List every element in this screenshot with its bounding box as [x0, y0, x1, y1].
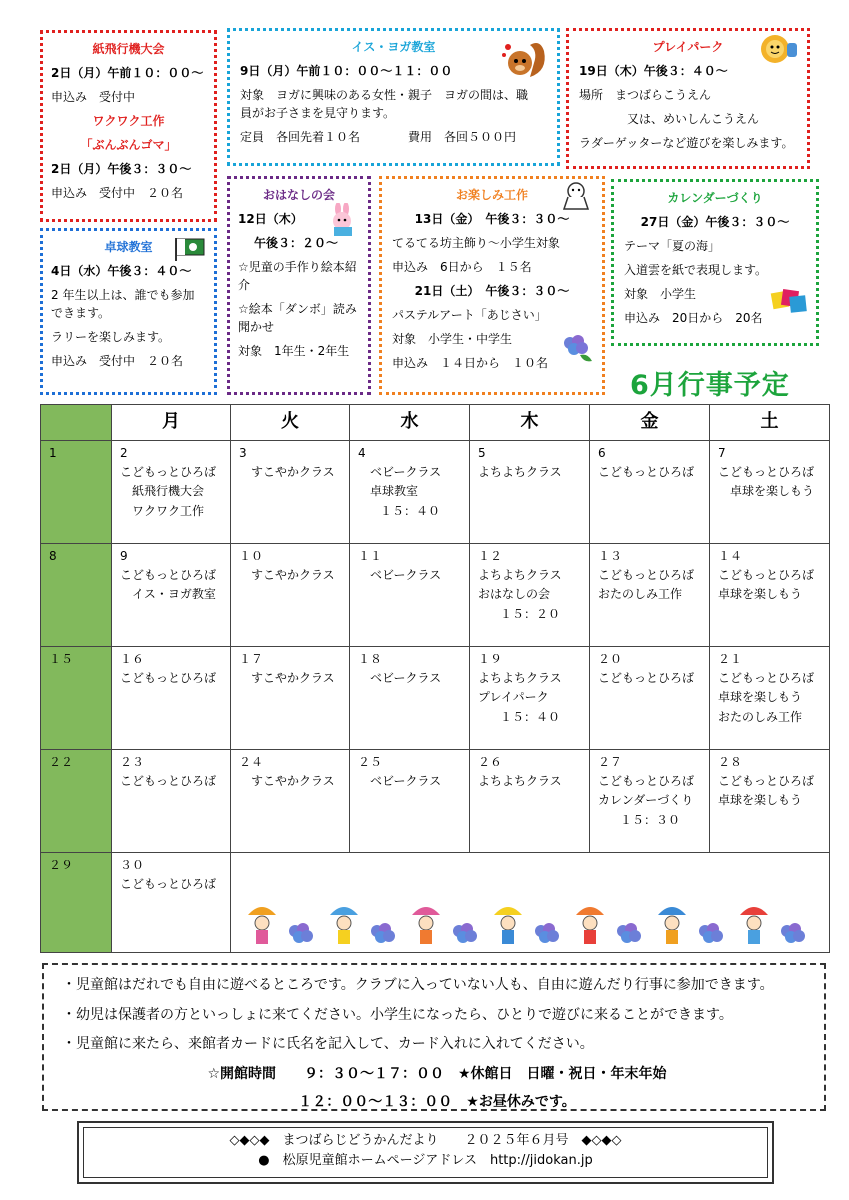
event-date: 12日（木） — [238, 212, 303, 226]
children-umbrella-parade-icon — [238, 895, 826, 951]
calendar-week-row — [41, 441, 830, 544]
day-number: 2 — [120, 446, 128, 460]
day-number: １６ — [120, 652, 145, 666]
flag-icon — [173, 236, 207, 262]
day-number: １８ — [358, 652, 383, 666]
event-description: ☆児童の手作り絵本紹介 — [238, 260, 357, 292]
calendar-event: こどもっとひろば — [120, 877, 217, 892]
sunday-cell: ２９ — [41, 853, 112, 953]
day-number: １９ — [478, 652, 503, 666]
hydrangea-icon — [289, 923, 313, 943]
event-theme: テーマ「夏の海」 — [624, 239, 721, 253]
event-description: 対象 ヨガに興味のある女性・親子 ヨガの間は、職員がお子さまを見守ります。 — [240, 88, 529, 120]
event-box-story — [227, 176, 371, 395]
newsletter-footer — [77, 1121, 774, 1184]
child-umbrella-icon — [740, 907, 768, 944]
calendar-event: すこやかクラス — [251, 671, 335, 686]
day-number: ２７ — [598, 755, 623, 769]
month-title: 6月行事予定 — [630, 370, 790, 401]
note-line: ・児童館に来たら、来館者カードに氏名を記入して、カード入れに入れてください。 — [62, 1036, 594, 1053]
weekday-header: 火 — [231, 405, 350, 441]
calendar-event: こどもっとひろば — [718, 671, 815, 686]
calendar-day-cell — [710, 441, 830, 544]
calendar-day-cell — [590, 750, 710, 853]
event-description: ラリーを楽しみます。 — [51, 330, 171, 344]
event-place-alt: 又は、めいしんこうえん — [627, 112, 760, 126]
event-description: ☆絵本「ダンボ」読み聞かせ — [238, 302, 357, 334]
event-target: 対象 小学生・中学生 — [392, 332, 513, 346]
calendar-day-cell — [350, 750, 470, 853]
event-description: てるてる坊主飾り～小学生対象 — [392, 236, 560, 250]
calendar-event: 紙飛行機大会 — [132, 484, 205, 499]
event-time: 午後３：２０～ — [254, 236, 339, 250]
calendar-day-cell — [112, 750, 231, 853]
calendar-event: すこやかクラス — [251, 465, 335, 480]
calendar-event: ベビークラス — [370, 465, 442, 480]
calendar-event: 卓球を楽しもう — [718, 690, 803, 705]
calendar-event: １５：４０ — [380, 503, 441, 518]
event-description: パステルアート「あじさい」 — [392, 308, 547, 322]
event-box-calendar-craft — [611, 179, 819, 346]
child-umbrella-icon — [330, 907, 358, 944]
calendar-day-cell — [710, 750, 830, 853]
event-title: おはなしの会 — [262, 188, 335, 202]
day-number: 5 — [478, 446, 486, 460]
day-number: ２０ — [598, 652, 623, 666]
event-box-table-tennis — [40, 228, 217, 395]
calendar-day-cell — [470, 544, 590, 647]
weekday-header: 月 — [112, 405, 231, 441]
event-datetime: 21日（土） 午後３：３０～ — [414, 284, 570, 298]
calendar-event: よちよちクラス — [478, 465, 562, 480]
day-number: ２３ — [120, 755, 145, 769]
calendar-day-cell — [590, 647, 710, 750]
homepage-address: ● 松原児童館ホームページアドレス http://jidokan.jp — [258, 1153, 593, 1169]
day-number: １４ — [718, 549, 743, 563]
day-number: １３ — [598, 549, 623, 563]
calendar-day-cell — [590, 441, 710, 544]
event-datetime: 19日（木）午後３：４０～ — [579, 64, 728, 78]
weekday-header: 土 — [710, 405, 830, 441]
event-signup: 申込み 受付中 — [51, 90, 136, 104]
day-number: 7 — [718, 446, 726, 460]
event-datetime: 13日（金） 午後３：３０～ — [414, 212, 570, 226]
calendar-day-cell — [231, 544, 350, 647]
event-title: イス・ヨガ教室 — [351, 40, 436, 54]
calendar-event: 卓球を楽しもう — [730, 484, 815, 499]
weekday-header: 水 — [350, 405, 470, 441]
calendar-event: 卓球を楽しもう — [718, 587, 803, 602]
hydrangea-icon — [699, 923, 723, 943]
calendar-event: ベビークラス — [370, 671, 442, 686]
calendar-event: ベビークラス — [370, 568, 442, 583]
hydrangea-icon — [781, 923, 805, 943]
calendar-day-cell — [470, 647, 590, 750]
calendar-week-row — [41, 647, 830, 750]
squirrel-icon — [500, 37, 550, 85]
note-line: ・幼児は保護者の方といっしょに来てください。小学生になったら、ひとりで遊びに来ることができます。 — [62, 1006, 733, 1023]
calendar-event: こどもっとひろば — [718, 568, 815, 583]
calendar-event: １５：３０ — [620, 812, 681, 827]
calendar-event: こどもっとひろば — [598, 568, 695, 583]
calendar-event: こどもっとひろば — [598, 465, 695, 480]
child-umbrella-icon — [658, 907, 686, 944]
calendar-day-cell — [112, 853, 231, 953]
calendar-day-cell — [710, 544, 830, 647]
hydrangea-icon — [617, 923, 641, 943]
opening-hours: ☆開館時間 ９：３０～１７：００ ★休館日 日曜・祝日・年末年始 — [207, 1066, 667, 1083]
calendar-event: おたのしみ工作 — [598, 587, 683, 602]
child-umbrella-icon — [494, 907, 522, 944]
calendar-day-cell — [470, 750, 590, 853]
calendar-event: こどもっとひろば — [718, 465, 815, 480]
event-box-craft — [379, 176, 605, 395]
event-calendar — [40, 404, 830, 953]
day-number: ２１ — [718, 652, 743, 666]
calendar-event: こどもっとひろば — [120, 465, 217, 480]
day-number: 4 — [358, 446, 366, 460]
calendar-day-cell — [231, 441, 350, 544]
event-datetime: 9日（月）午前１０：００～１１：００ — [240, 64, 453, 78]
day-number: ２８ — [718, 755, 743, 769]
event-signup: 申込み 受付中 ２０名 — [51, 354, 184, 368]
event-capacity: 定員 各回先着１０名 費用 各回５００円 — [240, 130, 517, 144]
day-number: １０ — [239, 549, 264, 563]
event-datetime: 2日（月）午後３：３０～ — [51, 162, 192, 176]
calendar-event: １５：４０ — [500, 709, 561, 724]
calendar-event: こどもっとひろば — [120, 671, 217, 686]
lunch-break: １２：００～１３：００ ★お昼休みです。 — [298, 1093, 576, 1110]
event-subtitle: 「ぶんぶんゴマ」 — [80, 138, 177, 152]
event-description: ラダーゲッターなど遊びを楽しみます。 — [579, 136, 794, 150]
event-box-origami — [40, 30, 217, 222]
day-number: ２４ — [239, 755, 264, 769]
calendar-event: すこやかクラス — [251, 774, 335, 789]
calendar-day-cell — [350, 544, 470, 647]
event-box-yoga — [227, 28, 560, 166]
day-number: １２ — [478, 549, 503, 563]
day-number: 9 — [120, 549, 128, 563]
teru-teru-bozu-icon — [562, 181, 590, 211]
note-line: ・児童館はだれでも自由に遊べるところです。クラブに入っていない人も、自由に遊んだり行事に参加できます。 — [62, 977, 774, 993]
hydrangea-icon — [558, 331, 594, 365]
calendar-day-cell — [231, 647, 350, 750]
calendar-day-cell — [231, 750, 350, 853]
calendar-event: こどもっとひろば — [120, 774, 217, 789]
event-place: 場所 まつばらこうえん — [579, 88, 712, 102]
event-title: お楽しみ工作 — [455, 188, 528, 202]
day-number: 6 — [598, 446, 606, 460]
notes-box — [42, 963, 826, 1111]
hydrangea-icon — [453, 923, 477, 943]
event-title: 紙飛行機大会 — [92, 42, 165, 56]
day-number: ３０ — [120, 858, 145, 872]
newsletter-title: ◇◆◇◆ まつばらじどうかんだより ２０２５年６月号 ◆◇◆◇ — [229, 1133, 622, 1148]
calendar-event: １５：２０ — [500, 606, 561, 621]
calendar-day-cell — [112, 647, 231, 750]
calendar-event: プレイパーク — [478, 690, 549, 705]
calendar-event: すこやかクラス — [251, 568, 335, 583]
calendar-event: ベビークラス — [370, 774, 442, 789]
event-signup: 申込み １４日から １０名 — [392, 356, 549, 370]
event-box-play-park — [566, 28, 810, 169]
event-title: カレンダーづくり — [667, 191, 763, 205]
event-title: プレイパーク — [652, 40, 724, 54]
calendar-event: こどもっとひろば — [598, 671, 695, 686]
calendar-day-cell — [590, 544, 710, 647]
event-signup: 申込み 6日から １５名 — [392, 260, 532, 274]
event-datetime: 2日（月）午前１０：００～ — [51, 66, 204, 80]
calendar-day-cell — [350, 647, 470, 750]
calendar-week-row — [41, 750, 830, 853]
lion-icon — [757, 33, 799, 65]
day-number: １７ — [239, 652, 264, 666]
sunday-header — [41, 405, 112, 441]
day-number: ２６ — [478, 755, 503, 769]
calendar-day-cell — [350, 441, 470, 544]
sunday-cell: １５ — [41, 647, 112, 750]
calendar-week-row — [41, 544, 830, 647]
event-signup: 申込み 20日から 20名 — [624, 311, 763, 325]
calendar-event: こどもっとひろば — [718, 774, 815, 789]
weekday-header: 木 — [470, 405, 590, 441]
calendar-event: よちよちクラス — [478, 568, 562, 583]
calendar-event: ワクワク工作 — [132, 503, 205, 518]
event-title: 卓球教室 — [104, 240, 153, 254]
calendar-event: こどもっとひろば — [598, 774, 695, 789]
hydrangea-icon — [535, 923, 559, 943]
calendar-day-cell — [112, 441, 231, 544]
sunday-cell: 8 — [41, 544, 112, 647]
weekday-header: 金 — [590, 405, 710, 441]
day-number: ２５ — [358, 755, 383, 769]
calendar-day-cell — [470, 441, 590, 544]
event-target: 対象 小学生 — [624, 287, 697, 301]
calendar-event: 卓球を楽しもう — [718, 793, 803, 808]
calendar-event: カレンダーづくり — [598, 793, 694, 808]
event-title: ワクワク工作 — [92, 114, 165, 128]
calendar-day-cell — [710, 647, 830, 750]
day-number: 3 — [239, 446, 247, 460]
day-number: １１ — [358, 549, 383, 563]
child-umbrella-icon — [412, 907, 440, 944]
event-target: 対象 1年生・2年生 — [238, 344, 350, 358]
hydrangea-icon — [371, 923, 395, 943]
calendar-event: おたのしみ工作 — [718, 709, 803, 724]
event-datetime: 27日（金）午後３：３０～ — [640, 215, 790, 229]
child-umbrella-icon — [248, 907, 276, 944]
calendar-event: おはなしの会 — [478, 587, 551, 602]
calendar-header-row — [41, 405, 830, 441]
child-umbrella-icon — [576, 907, 604, 944]
rabbit-icon — [326, 203, 360, 237]
calendar-event: よちよちクラス — [478, 774, 562, 789]
sunday-cell: ２２ — [41, 750, 112, 853]
sunday-cell: 1 — [41, 441, 112, 544]
calendar-event: 卓球教室 — [370, 484, 419, 499]
event-datetime: 4日（水）午後３：４０～ — [51, 264, 192, 278]
event-description: 入道雲を紙で表現します。 — [624, 263, 768, 277]
event-signup: 申込み 受付中 ２０名 — [51, 186, 184, 200]
calendar-event: こどもっとひろば — [120, 568, 217, 583]
calendar-day-cell — [112, 544, 231, 647]
event-description: 2 年生以上は、誰でも参加できます。 — [51, 288, 195, 320]
calendar-event: イス・ヨガ教室 — [132, 587, 216, 602]
calendar-event: よちよちクラス — [478, 671, 562, 686]
origami-paper-icon — [770, 286, 810, 316]
